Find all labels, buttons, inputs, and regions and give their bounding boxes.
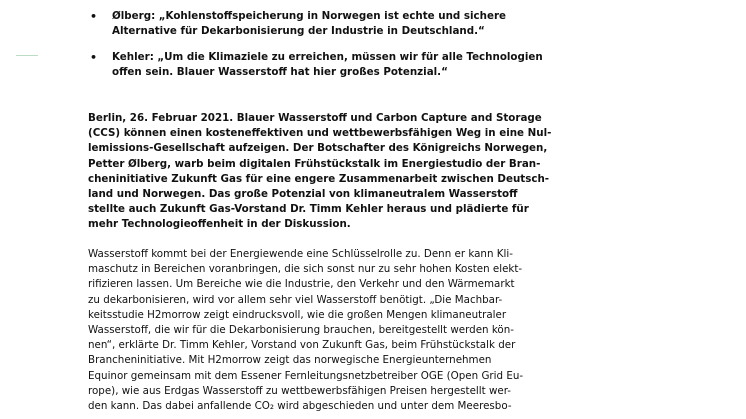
margin-marker [16,55,38,56]
quote-text: Kehler: „Um die Klimaziele zu erreichen, müssen wir für alle Technologien offen sein. Blauer Wasserstoff hat hier großes Potenzial.“ [112,51,543,78]
key-quotes-list [88,9,548,80]
bullet-dot-icon: • [90,51,98,64]
quote-bullet-olberg [88,9,548,39]
body-paragraph: Wasserstoff kommt bei der Energiewende eine Schlüsselrolle zu. Denn er kann Kli- maschutz in Bereichen voranbringen, die sich sonst nur zu sehr hohen Kosten elekt- rifizieren lassen. Um Bereiche wie die Industrie, den Verkehr und den Wärmemarkt zu dekarbonisieren, wird vor allem sehr viel Wasserstoff benötigt. „Die Machbar- keitsstudie H2morrow zeigt eindrucksvoll, wie die großen Mengen klimaneutraler Wasserstoff, die wir für die Dekarbonisierung brauchen, bereitgestellt werden kön- nen“, erklärte Dr. Timm Kehler, Vorstand von Zukunft Gas, beim Frühstückstalk der Brancheninitiative. Mit H2morrow zeigt das norwegische Energieunternehmen Equinor gemeinsam mit dem Essener Fernleitungsnetzbetreiber OGE (Open Grid Eu- rope), wie aus Erdgas Wasserstoff zu wettbewerbsfähigen Preisen hergestellt wer- den kann. Das dabei anfallende CO₂ wird abgeschieden und unter dem Meeresbo- [88,248,524,413]
quote-text: Ølberg: „Kohlenstoffspeicherung in Norwegen ist echte und sichere Alternative für Dekarbonisierung der Industrie in Deutschland.“ [112,10,507,37]
bullet-dot-icon: • [90,10,98,23]
lead-paragraph: Berlin, 26. Februar 2021. Blauer Wasserstoff und Carbon Capture and Storage (CCS) können einen kosteneffektiven und wettbewerbsfähigen Weg in eine Nul- lemissions-Gesellschaft aufzeigen. Der Botschafter des Königreichs Norwegen, Petter Ølberg, warb beim digitalen Frühstückstalk im Energiestudio der Bran- cheninitiative Zukunft Gas für eine engere Zusammenarbeit zwischen Deutsch- land und Norwegen. Das große Potenzial von klimaneutralem Wasserstoff stellte auch Zukunft Gas-Vorstand Dr. Timm Kehler heraus und plädierte für mehr Technologieoffenheit in der Diskussion. [88,112,552,231]
quote-bullet-kehler [88,50,548,80]
